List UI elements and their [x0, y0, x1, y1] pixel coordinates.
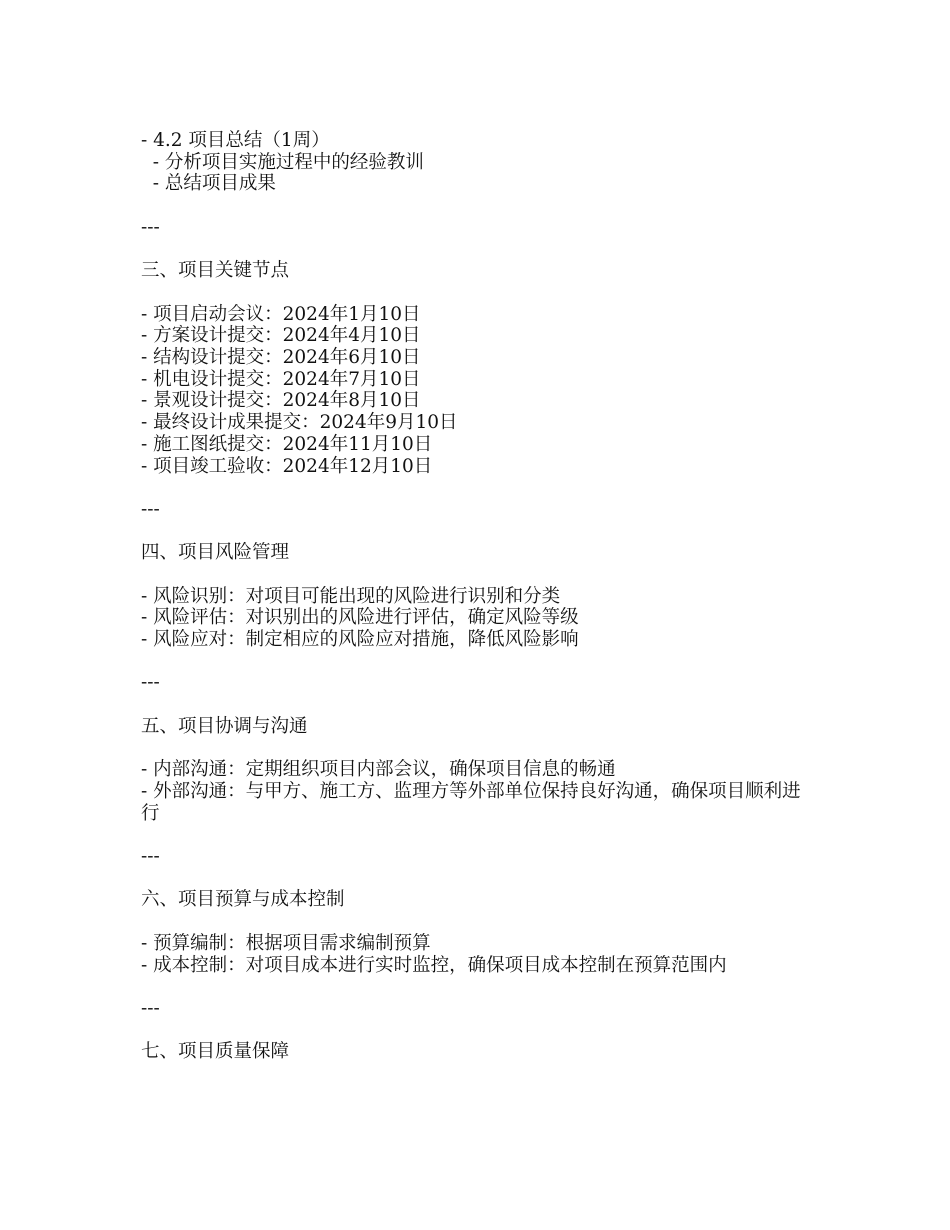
list-item: - 预算编制：根据项目需求编制预算: [141, 932, 431, 954]
section-4-2-title: - 4.2 项目总结（1周）: [141, 130, 330, 151]
spacer: [141, 521, 801, 543]
spacer: [141, 694, 801, 716]
spacer: [141, 651, 801, 673]
spacer: [141, 239, 801, 261]
spacer: [141, 282, 801, 304]
section-heading: 三、项目关键节点: [141, 260, 290, 282]
section-heading: 七、项目质量保障: [141, 1041, 290, 1063]
spacer: [141, 868, 801, 890]
spacer: [141, 1020, 801, 1042]
list-item: - 项目启动会议：2024年1月10日: [141, 303, 421, 325]
section-heading: 五、项目协调与沟通: [141, 715, 308, 737]
list-item: - 外部沟通：与甲方、施工方、监理方等外部单位保持良好沟通，确保项目顺利进行: [141, 780, 801, 824]
spacer: [141, 976, 801, 998]
list-item: - 分析项目实施过程中的经验教训: [141, 151, 424, 173]
list-item: - 成本控制：对项目成本进行实时监控，确保项目成本控制在预算范围内: [141, 954, 727, 976]
list-item: - 风险识别：对项目可能出现的风险进行识别和分类: [141, 585, 561, 607]
spacer: [141, 824, 801, 846]
list-item: - 项目竣工验收：2024年12月10日: [141, 455, 433, 477]
list-item: - 机电设计提交：2024年7月10日: [141, 368, 421, 390]
list-item: - 景观设计提交：2024年8月10日: [141, 390, 421, 412]
separator: ---: [141, 498, 160, 520]
list-item: - 最终设计成果提交：2024年9月10日: [141, 412, 458, 434]
separator: ---: [141, 997, 160, 1019]
list-item: - 风险评估：对识别出的风险进行评估，确定风险等级: [141, 607, 579, 629]
list-item: - 总结项目成果: [141, 173, 276, 195]
separator: ---: [141, 846, 160, 868]
separator: ---: [141, 672, 160, 694]
section-heading: 六、项目预算与成本控制: [141, 889, 345, 911]
list-item: - 风险应对：制定相应的风险应对措施，降低风险影响: [141, 629, 579, 651]
separator: ---: [141, 216, 160, 238]
document-body: [141, 130, 801, 1063]
list-item: - 结构设计提交：2024年6月10日: [141, 346, 421, 368]
section-heading: 四、项目风险管理: [141, 542, 290, 564]
spacer: [141, 911, 801, 933]
spacer: [141, 738, 801, 760]
list-item: - 施工图纸提交：2024年11月10日: [141, 433, 433, 455]
spacer: [141, 195, 801, 217]
list-item: - 方案设计提交：2024年4月10日: [141, 325, 421, 347]
list-item: - 内部沟通：定期组织项目内部会议，确保项目信息的畅通: [141, 759, 616, 781]
spacer: [141, 564, 801, 586]
spacer: [141, 477, 801, 499]
